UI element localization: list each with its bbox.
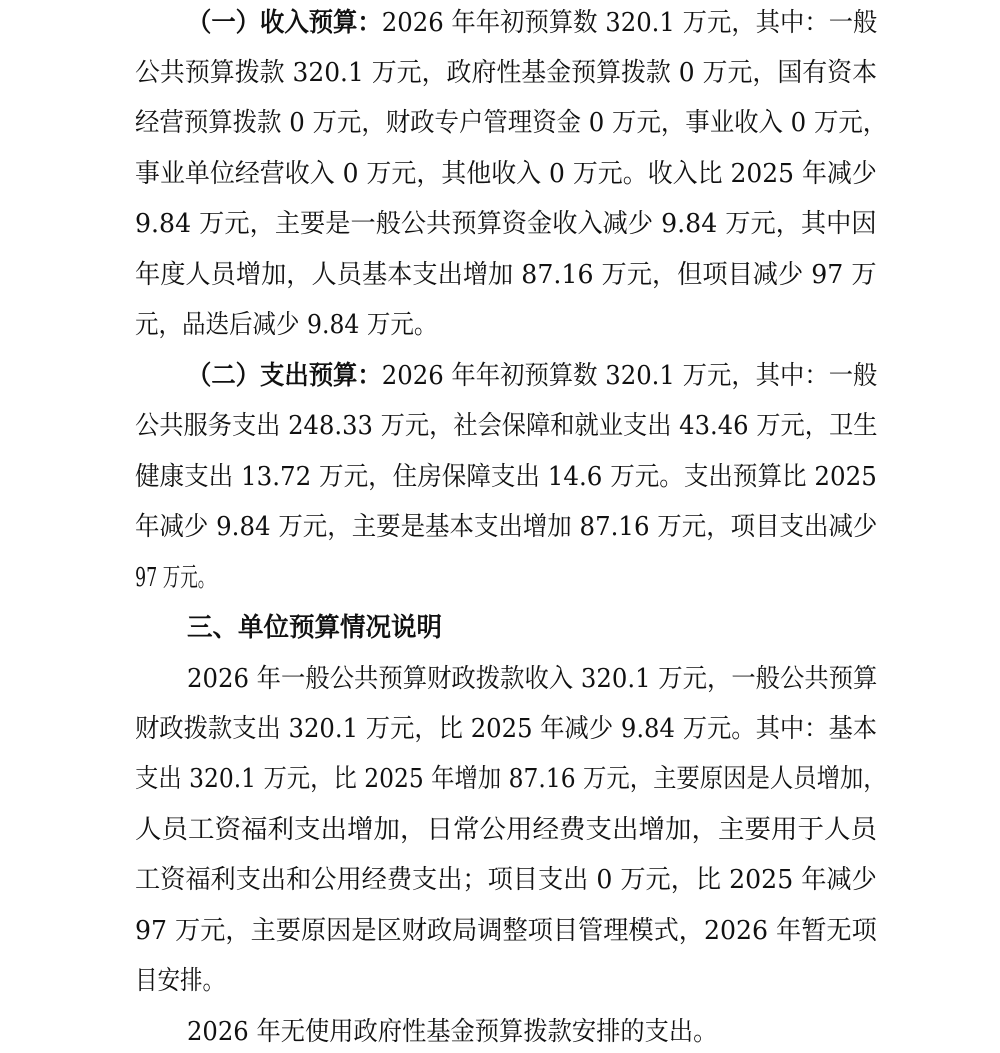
- income-line-2: 公共预算拨款 320.1 万元，政府性基金预算拨款 0 万元，国有资本: [135, 58, 878, 88]
- expenditure-line-2: 公共服务支出 248.33 万元，社会保障和就业支出 43.46 万元，卫生: [135, 411, 878, 441]
- general-budget-line-5: 工资福利支出和公用经费支出；项目支出 0 万元，比 2025 年减少: [135, 865, 877, 895]
- income-text: 2026 年年初预算数 320.1 万元，其中：一般: [381, 8, 878, 38]
- income-line-5: 9.84 万元，主要是一般公共预算资金收入减少 9.84 万元，其中因: [135, 209, 877, 239]
- income-line-4: 事业单位经营收入 0 万元，其他收入 0 万元。收入比 2025 年减少: [135, 159, 877, 189]
- section-three-heading: 三、单位预算情况说明: [187, 613, 443, 643]
- general-budget-line-7: 目安排。: [135, 966, 226, 996]
- expenditure-text: 2026 年年初预算数 320.1 万元，其中：一般: [381, 361, 878, 391]
- general-budget-line-2: 财政拨款支出 320.1 万元，比 2025 年减少 9.84 万元。其中：基本: [135, 714, 878, 744]
- income-line-3: 经营预算拨款 0 万元，财政专户管理资金 0 万元，事业收入 0 万元，: [135, 108, 888, 138]
- expenditure-line-3: 健康支出 13.72 万元，住房保障支出 14.6 万元。支出预算比 2025: [135, 462, 877, 492]
- income-heading: （一）收入预算：: [187, 8, 382, 38]
- income-line-1: [187, 6, 877, 40]
- general-budget-line-6: 97 万元，主要原因是区财政局调整项目管理模式，2026 年暂无项: [135, 916, 877, 946]
- general-budget-line-1: 2026 年一般公共预算财政拨款收入 320.1 万元，一般公共预算: [187, 664, 878, 694]
- fund-budget-line-1: 2026 年无使用政府性基金预算拨款安排的支出。: [187, 1017, 718, 1047]
- general-budget-line-4: 人员工资福利支出增加，日常公用经费支出增加，主要用于人员: [135, 815, 878, 845]
- income-line-7: 元，品迭后减少 9.84 万元。: [135, 310, 438, 340]
- general-budget-line-3: 支出 320.1 万元，比 2025 年增加 87.16 万元，主要原因是人员增加，: [135, 764, 887, 794]
- expenditure-line-4: 年减少 9.84 万元，主要是基本支出增加 87.16 万元，项目支出减少: [135, 512, 878, 542]
- income-line-6: 年度人员增加，人员基本支出增加 87.16 万元，但项目减少 97 万: [135, 260, 877, 290]
- expenditure-line-1: [187, 359, 877, 393]
- expenditure-line-5: 97 万元。: [135, 563, 216, 593]
- expenditure-heading: （二）支出预算：: [187, 361, 382, 391]
